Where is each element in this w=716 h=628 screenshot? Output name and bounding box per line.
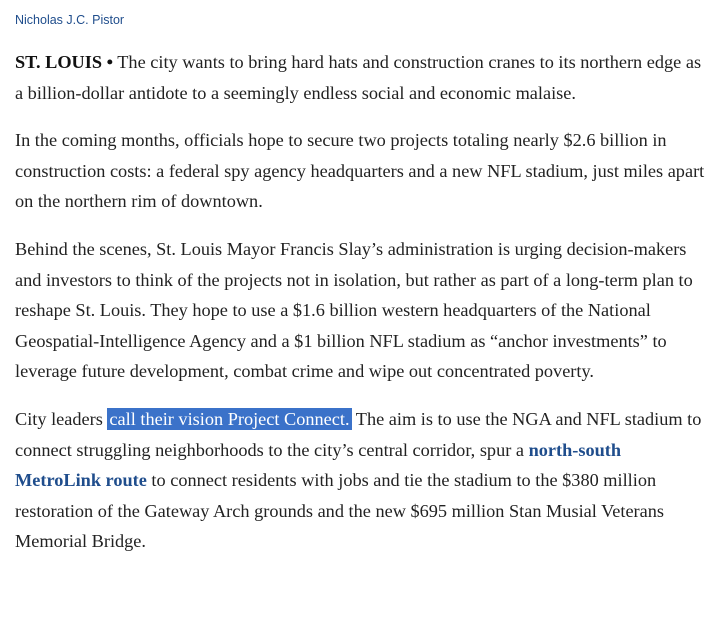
dateline: ST. LOUIS •: [15, 52, 114, 72]
paragraph-2: [15, 125, 705, 217]
paragraph-4-text-start: City leaders: [15, 408, 108, 429]
paragraph-4-text-middle: The aim is to use the NGA and NFL stadium to connect struggling neighborhoods to the city’s central corridor, spur a: [15, 408, 702, 460]
selected-text-highlight[interactable]: call their vision Project Connect.: [109, 408, 350, 429]
paragraph-3-text: Behind the scenes, St. Louis Mayor Francis Slay’s administration is urging decision-makers and investors to think of the projects not in isolation, but rather as part of a long-term plan to reshape St. Louis. They hope to use a $1.6 billion western headquarters of the National Geospatial-Intelligence Agency and a $1 billion NFL stadium as “anchor investments” to leverage future development, combat crime and wipe out concentrated poverty.: [15, 238, 693, 382]
paragraph-1: [15, 47, 705, 108]
paragraph-3: [15, 234, 705, 387]
metrolink-route-link[interactable]: north-south MetroLink route: [15, 439, 622, 491]
paragraph-4: [15, 404, 705, 557]
paragraph-2-text: In the coming months, officials hope to secure two projects totaling nearly $2.6 billion in construction costs: a federal spy agency headquarters and a new NFL stadium, just miles apart on the northern rim of downtown.: [15, 130, 705, 212]
paragraph-1-text: The city wants to bring hard hats and construction cranes to its northern edge as a billion-dollar antidote to a seemingly endless social and economic malaise.: [15, 52, 702, 103]
paragraph-4-text-end: to connect residents with jobs and tie the stadium to the $380 million restoration of the Gateway Arch grounds and the new $695 million Stan Musial Veterans Memorial Bridge.: [15, 470, 665, 552]
article-body: [15, 10, 705, 574]
author-byline[interactable]: Nicholas J.C. Pistor: [15, 13, 125, 27]
